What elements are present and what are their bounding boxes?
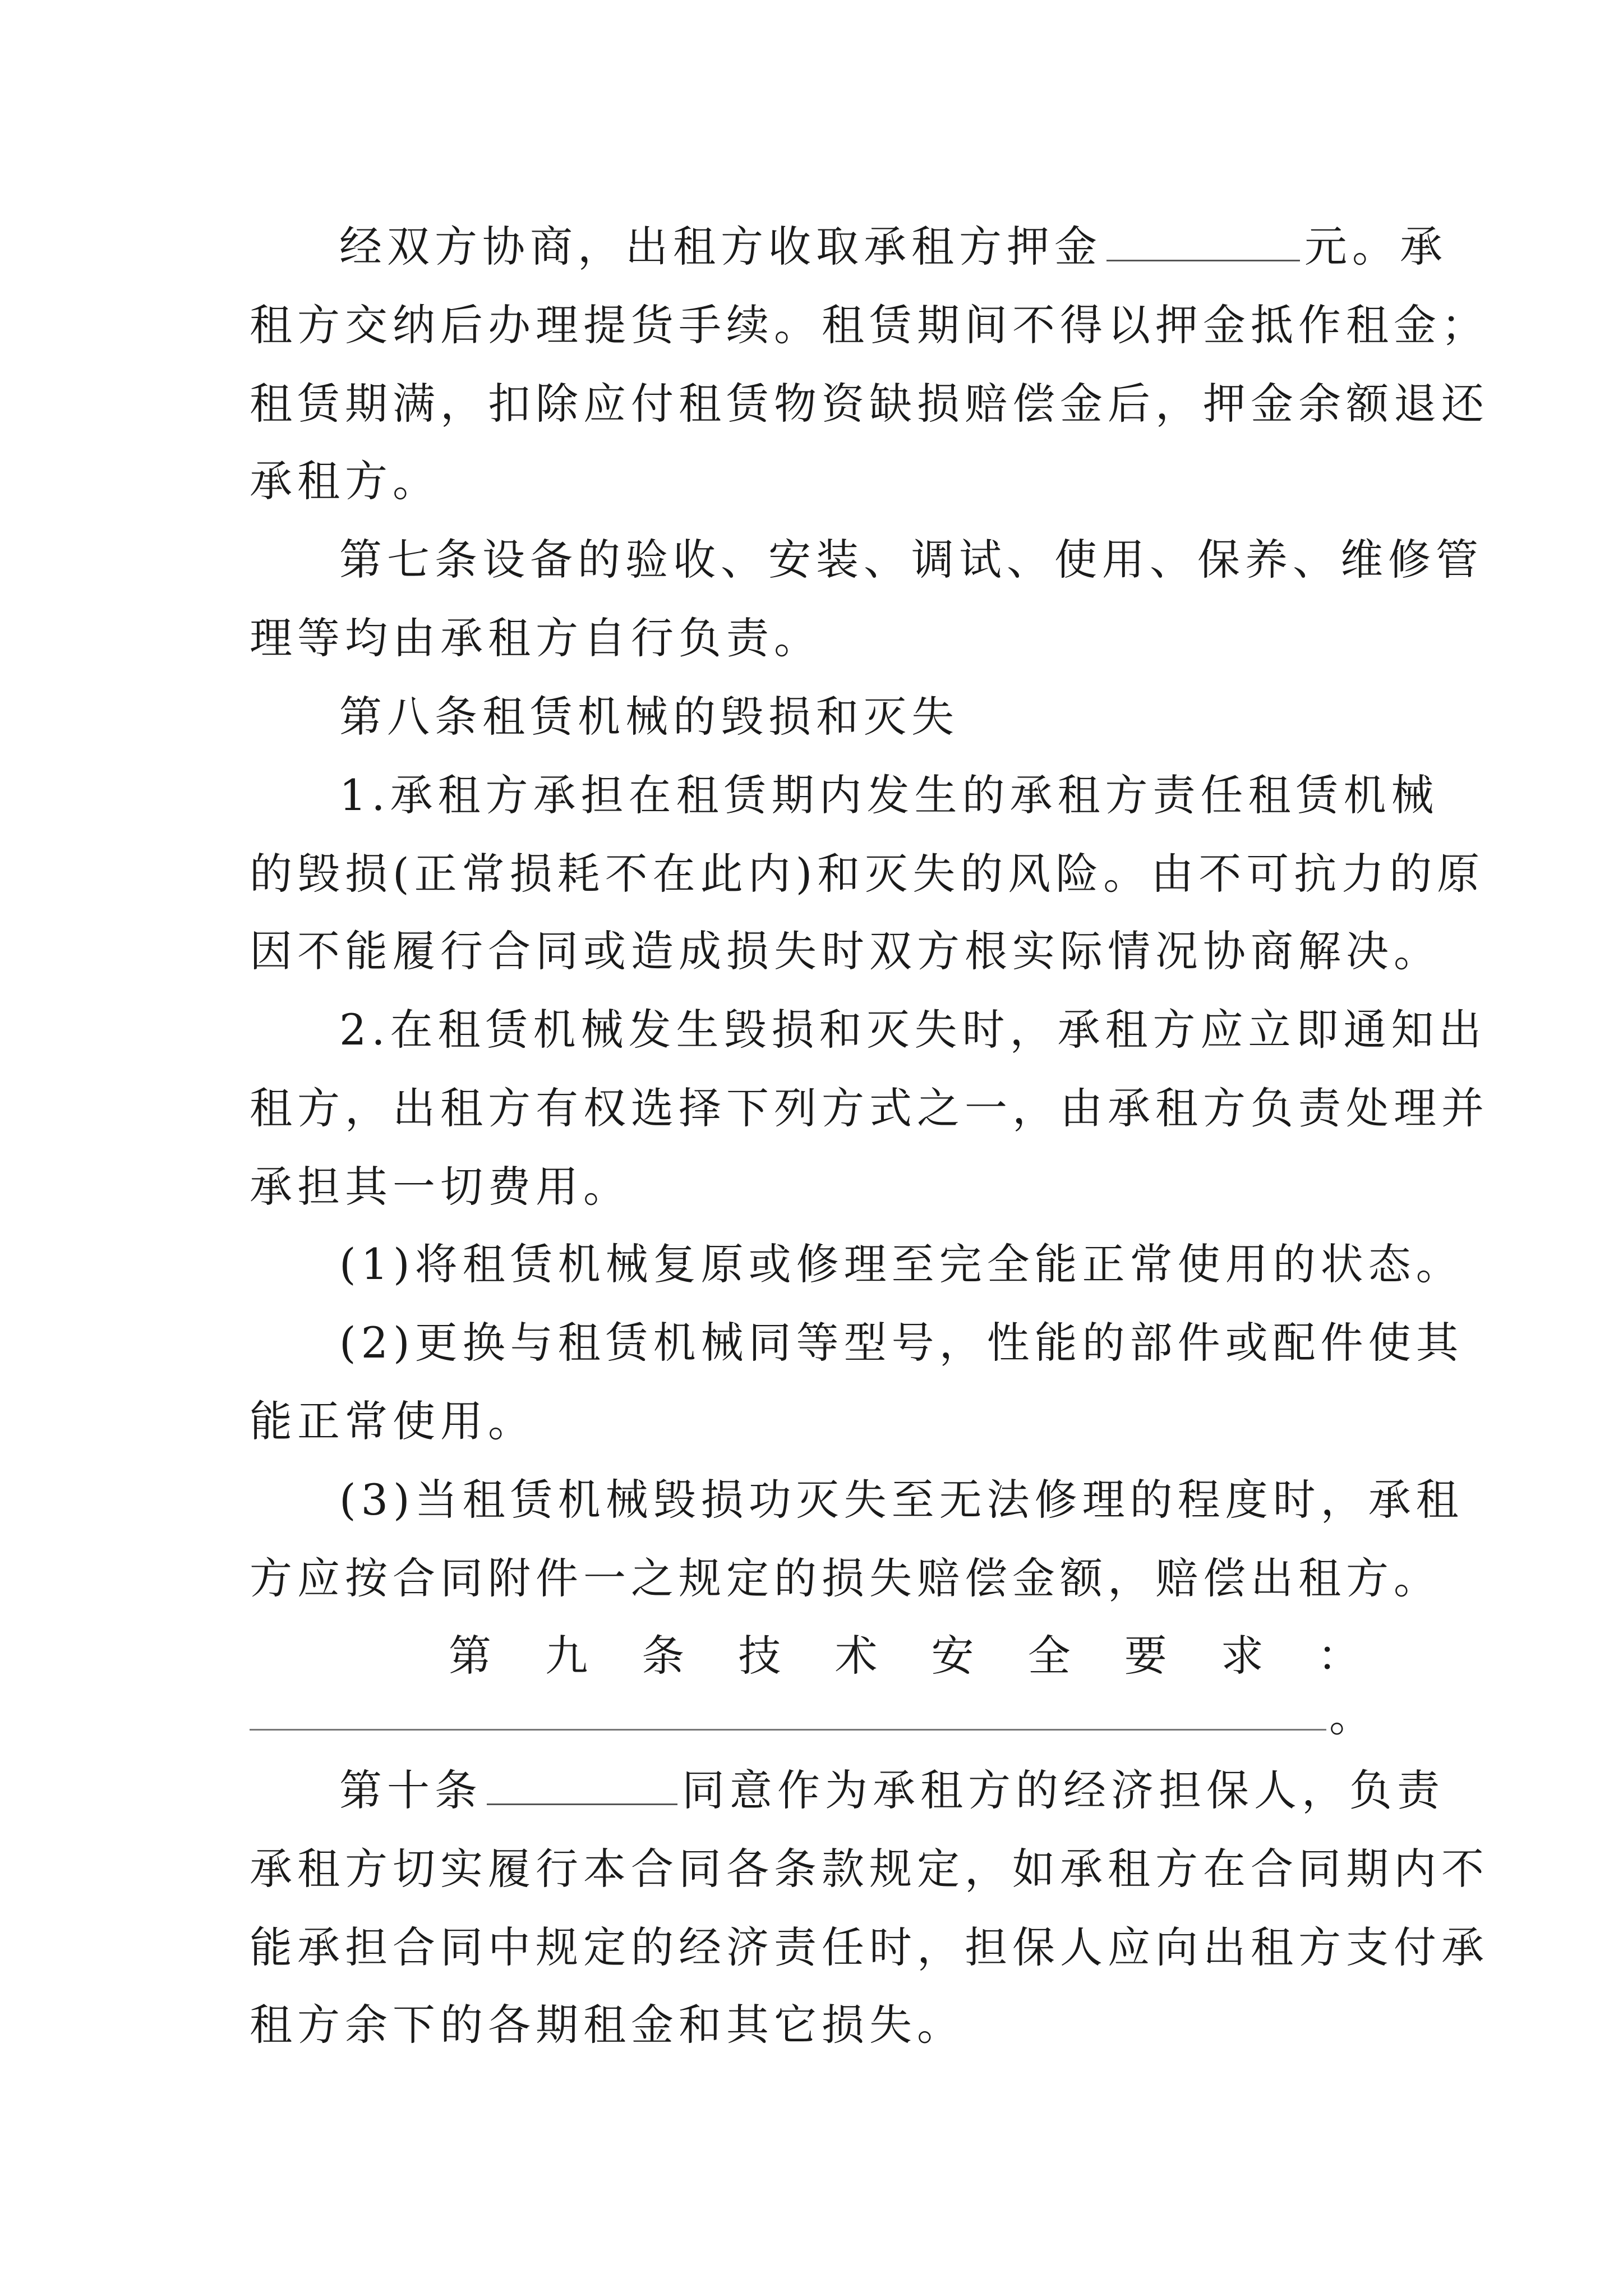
- guarantor-blank: [487, 1763, 677, 1805]
- option-3-line-2: 方应按合同附件一之规定的损失赔偿金额，赔偿出租方。: [250, 1553, 1441, 1603]
- article-8-item-2-line-1: 2.在租赁机械发生毁损和灭失时，承租方应立即通知出: [339, 1005, 1487, 1055]
- option-3-line-1: (3)当租赁机械毁损功灭失至无法修理的程度时，承租: [339, 1475, 1464, 1525]
- article-7-line-2: 理等均由承租方自行负责。: [250, 613, 822, 663]
- article-8-item-2-line-2: 租方，出租方有权选择下列方式之一，由承租方负责处理并: [250, 1083, 1489, 1133]
- deposit-amount-blank: [1106, 219, 1300, 261]
- article-10-text-a: 第十条: [339, 1765, 482, 1815]
- article-8-item-2-line-3: 承担其一切费用。: [250, 1162, 631, 1212]
- article-10-text-b: 同意作为承租方的经济担保人，负责: [682, 1765, 1445, 1815]
- article-8-heading: 第八条租赁机械的毁损和灭失: [339, 692, 959, 742]
- option-2-line-2: 能正常使用。: [250, 1396, 536, 1446]
- deposit-text-a: 经双方协商，出租方收取承租方押金: [339, 222, 1102, 272]
- article-8-item-1-line-2: 的毁损(正常损耗不在此内)和灭失的风险。由不可抗力的原: [250, 849, 1485, 899]
- article-10-line-3: 能承担合同中规定的经济责任时，担保人应向出租方支付承: [250, 1922, 1489, 1972]
- article-7-line-1: 第七条设备的验收、安装、调试、使用、保养、维修管: [339, 535, 1483, 585]
- article-9-period: 。: [1329, 1691, 1372, 1741]
- deposit-line-1: [339, 219, 1447, 275]
- option-1: (1)将租赁机械复原或修理至完全能正常使用的状态。: [339, 1239, 1464, 1289]
- article-8-item-1-line-1: 1.承租方承担在租赁期内发生的承租方责任租赁机械: [339, 770, 1439, 820]
- article-8-item-1-line-3: 因不能履行合同或造成损失时双方根实际情况协商解决。: [250, 926, 1441, 976]
- deposit-line-3: 租赁期满，扣除应付租赁物资缺损赔偿金后，押金余额退还: [250, 379, 1489, 429]
- deposit-line-2: 租方交纳后办理提货手续。租赁期间不得以押金抵作租金；: [250, 300, 1489, 350]
- article-9-heading: 第九条技术安全要求：: [449, 1631, 1360, 1681]
- article-9-blank: [250, 1729, 1326, 1731]
- deposit-text-b: 元。承: [1304, 222, 1447, 272]
- article-10-line-4: 租方余下的各期租金和其它损失。: [250, 2000, 965, 2050]
- article-10-line-2: 承租方切实履行本合同各条款规定，如承租方在合同期内不: [250, 1844, 1489, 1894]
- option-2-line-1: (2)更换与租赁机械同等型号，性能的部件或配件使其: [339, 1318, 1464, 1368]
- deposit-line-4: 承租方。: [250, 456, 440, 506]
- article-10-line-1: [339, 1763, 1445, 1819]
